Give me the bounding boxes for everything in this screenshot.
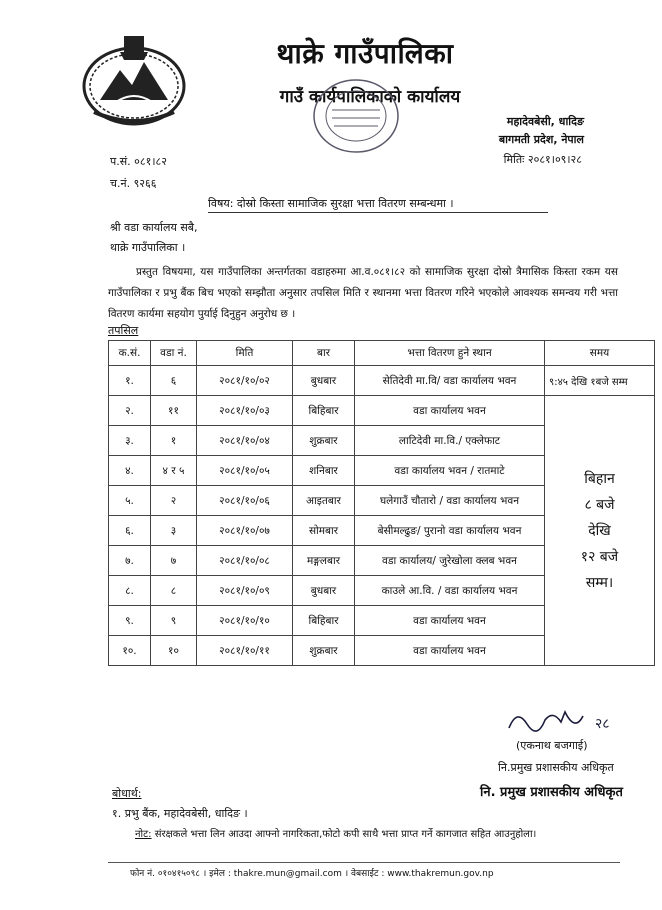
cell-day: शुक्रबार	[293, 636, 355, 666]
addressee-line-1: श्री वडा कार्यालय सबै,	[110, 221, 198, 234]
tapasil-label: तपसिल	[108, 324, 139, 337]
cell-ward: १	[151, 426, 197, 456]
cell-location: वडा कार्यालय भवन	[355, 636, 545, 666]
cell-date: २०८१/१०/०३	[197, 396, 293, 426]
cell-date: २०८१/१०/०८	[197, 546, 293, 576]
cell-ward: ११	[151, 396, 197, 426]
cell-day: बिहिबार	[293, 606, 355, 636]
table-header-row	[109, 341, 655, 366]
cell-location: घलेगाउँ चौतारो / वडा कार्यालय भवन	[355, 486, 545, 516]
cell-ward: १०	[151, 636, 197, 666]
cell-day: आइतबार	[293, 486, 355, 516]
address-line-1: महादेवबेसी, धादिङ	[506, 115, 584, 128]
signatory-name: (एकनाथ बजगाई)	[516, 739, 588, 752]
cell-ward: २	[151, 486, 197, 516]
cell-date: २०८१/१०/११	[197, 636, 293, 666]
header-day: बार	[293, 341, 355, 366]
cell-serial: २.	[109, 396, 151, 426]
cell-day: बुधबार	[293, 366, 355, 396]
cell-ward: ७	[151, 546, 197, 576]
table-row	[109, 396, 655, 426]
cell-day: शुक्रबार	[293, 426, 355, 456]
nepal-emblem-icon	[80, 30, 188, 128]
time-line-2: ८ बजे	[584, 496, 615, 513]
time-line-1: बिहान	[584, 470, 615, 487]
cell-location: बेसीमल्ढुङ/ पुरानो वडा कार्यालय भवन	[355, 516, 545, 546]
cell-date: २०८१/१०/१०	[197, 606, 293, 636]
letter-date	[504, 152, 582, 167]
cell-ward: ६	[151, 366, 197, 396]
header-date: मिति	[197, 341, 293, 366]
distribution-schedule-table	[108, 340, 655, 666]
signature-mark-text: २८	[595, 716, 610, 732]
cc-item-1: १. प्रभु बैंक, महादेवबेसी, धादिङ ।	[112, 807, 248, 820]
footer-divider	[108, 862, 620, 863]
handwritten-signature-icon	[505, 702, 625, 736]
cell-serial: ६.	[109, 516, 151, 546]
signatory-title: नि.प्रमुख प्रशासकीय अधिकृत	[498, 761, 614, 774]
cell-serial: १०.	[109, 636, 151, 666]
address-line-2: बागमती प्रदेश, नेपाल	[498, 133, 584, 146]
cell-date: २०८१/१०/०९	[197, 576, 293, 606]
time-line-4: १२ बजे	[580, 548, 619, 565]
cell-serial: ८.	[109, 576, 151, 606]
cell-day: बुधबार	[293, 576, 355, 606]
cell-serial: १.	[109, 366, 151, 396]
body-paragraph: प्रस्तुत विषयमा, यस गाउँपालिका अन्तर्गतका वडाहरुमा आ.व.०८१।८२ को सामाजिक सुरक्षा दोस्रो त्रैमासिक किस्ता रकम यस गाउँपालिका र प्रभु बैंक बिच भएको सम्झौता अनुसार तपसिल मिति र स्थानमा भत्ता वितरण गरिने भएकोले आवश्यक समन्वय गरी भत्ता वितरण कार्यमा सहयोग पुर्याई दिनुहुन अनुरोध छ ।	[108, 266, 618, 320]
cell-location: काउले आ.वि. / वडा कार्यालय भवन	[355, 576, 545, 606]
cell-time-first: ९:४५ देखि १बजे सम्म	[545, 366, 655, 396]
header-location: भत्ता वितरण हुने स्थान	[355, 341, 545, 366]
note-label: नोट:	[135, 829, 152, 840]
cell-date: २०८१/१०/०५	[197, 456, 293, 486]
time-line-3: देखि	[588, 522, 611, 539]
cell-serial: ४.	[109, 456, 151, 486]
cell-serial: ५.	[109, 486, 151, 516]
subject-line: विषय: दोस्रो किस्ता सामाजिक सुरक्षा भत्ता वितरण सम्बन्धमा ।	[208, 196, 548, 213]
date-value: २०८१।०९।२८	[527, 153, 582, 166]
cell-ward: ४ र ५	[151, 456, 197, 486]
cell-location: वडा कार्यालय भवन	[355, 606, 545, 636]
table-row	[109, 366, 655, 396]
cell-serial: ३.	[109, 426, 151, 456]
cell-date: २०८१/१०/०७	[197, 516, 293, 546]
time-line-5: सम्म।	[585, 574, 614, 591]
cell-location: वडा कार्यालय भवन	[355, 396, 545, 426]
cell-time-merged	[545, 396, 655, 666]
cell-day: सोमबार	[293, 516, 355, 546]
cell-day: शनिबार	[293, 456, 355, 486]
designation-seal: नि. प्रमुख प्रशासकीय अधिकृत	[480, 785, 623, 800]
note-line	[135, 826, 536, 840]
note-text: संरक्षकले भत्ता लिन आउदा आफ्नो नागरिकता,फोटो कपी साथै भत्ता प्राप्त गर्ने कागजात सहित आउनुहोला।	[151, 829, 537, 840]
header-time: समय	[545, 341, 655, 366]
addressee-line-2: थाक्रे गाउँपालिका ।	[110, 241, 186, 254]
cell-location: वडा कार्यालय भवन / रातमाटे	[355, 456, 545, 486]
cell-serial: ९.	[109, 606, 151, 636]
cell-ward: ३	[151, 516, 197, 546]
cell-location: सेतिदेवी मा.वि/ वडा कार्यालय भवन	[355, 366, 545, 396]
cc-label: बोधार्थ:	[112, 787, 142, 800]
cell-date: २०८१/१०/०६	[197, 486, 293, 516]
municipality-title: थाक्रे गाउँपालिका	[276, 37, 454, 70]
dispatch-number: च.नं. ९२६६	[110, 177, 157, 190]
cell-serial: ७.	[109, 546, 151, 576]
cell-date: २०८१/१०/०२	[197, 366, 293, 396]
cell-ward: ९	[151, 606, 197, 636]
cell-ward: ८	[151, 576, 197, 606]
reference-number: प.सं. ०८१।८२	[110, 155, 167, 168]
header-serial: क.सं.	[109, 341, 151, 366]
cell-location: वडा कार्यालय/ जुरेखोला क्लब भवन	[355, 546, 545, 576]
cell-day: मङ्गलबार	[293, 546, 355, 576]
header-ward: वडा नं.	[151, 341, 197, 366]
footer-contact: फोन नं. ०१०४१५०९८ । इमेल : thakre.mun@gmail.com । वेबसाईट : www.thakremun.gov.np	[130, 869, 494, 879]
office-stamp-icon	[310, 76, 402, 156]
cell-location: लाटिदेवी मा.वि./ एक्लेफाट	[355, 426, 545, 456]
office-subtitle: गाउँ कार्यपालिकाको कार्यालय	[279, 87, 461, 107]
date-label: मितिः	[503, 153, 525, 166]
cell-day: बिहिबार	[293, 396, 355, 426]
cell-date: २०८१/१०/०४	[197, 426, 293, 456]
